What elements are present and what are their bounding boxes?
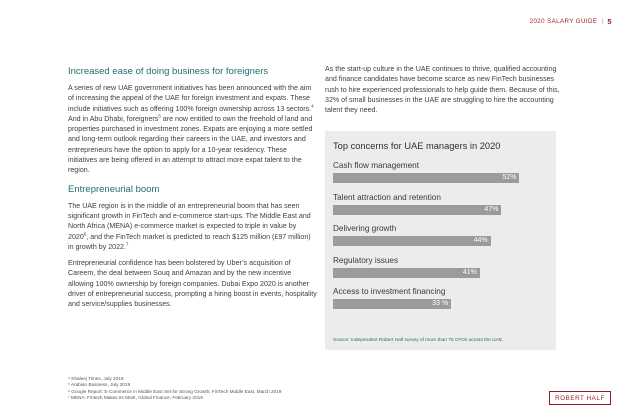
bar-category-label: Access to investment financing xyxy=(333,287,446,296)
footnotes xyxy=(68,376,368,401)
section-title-entrepreneurial-boom: Entrepreneurial boom xyxy=(68,183,160,195)
bar-group xyxy=(333,224,548,246)
footnote-ref: 4 xyxy=(311,103,314,109)
bar-group xyxy=(333,161,548,183)
bar xyxy=(333,236,491,246)
footnote: ⁴ Khaleej Times, July 2019 xyxy=(68,376,124,381)
text-run: And in Abu Dhabi, foreigners xyxy=(68,114,159,123)
bar-value-label: 41% xyxy=(462,268,477,276)
text-run: are now entitled to own the freehold of land and properties purchased in investment zones. Expats are enjoying a more settled and long-term outlook regarding their careers in the UAE, and investors and entrepreneurs have the option to apply for a 10-year residency. These initiatives are being offered in an attempt to attract more expat talent to the region. xyxy=(68,114,313,175)
bar xyxy=(333,268,480,278)
footnote-ref: 5 xyxy=(158,113,161,119)
footnote-ref: 6 xyxy=(83,231,87,237)
text-run: A series of new UAE government initiatives has been announced with the aim of increasing the appeal of the UAE for foreign investment and expats. These include initiatives such as offering 100% foreign ownership across 13 sectors. xyxy=(68,84,312,113)
footnote-ref: 7 xyxy=(125,241,129,247)
left-column xyxy=(68,66,318,316)
paragraph-ease-of-business xyxy=(68,83,318,176)
guide-title: 2020 SALARY GUIDE xyxy=(529,18,598,25)
bar-category-label: Delivering growth xyxy=(333,224,397,233)
bar-group xyxy=(333,287,548,309)
bar-value-label: 47% xyxy=(484,205,499,213)
text-run: The UAE region is in the middle of an entrepreneurial boom that has seen significant growth in FinTech and e-commerce start-ups. The Middle East and North Africa (MENA) e-commerce market is expected to triple in value by 2020 xyxy=(68,201,311,241)
bar-category-label: Talent attraction and retention xyxy=(333,192,441,202)
bar-track xyxy=(333,299,548,309)
paragraph-startup-culture: As the start-up culture in the UAE continues to thrive, qualified accounting and finance candidates have become scarce as new FinTech businesses rush to hire experienced professionals to help guide them. Because of this, 32% of small businesses in the UAE are struggling to hire the accounting talent they need. xyxy=(325,65,560,115)
bar-track xyxy=(333,173,548,183)
brand-badge: ROBERT HALF xyxy=(549,391,611,405)
bar-category-label: Regulatory issues xyxy=(333,255,399,265)
footnote: ⁵ Arabian Business, July 2019 xyxy=(68,382,131,388)
page-number: 5 xyxy=(607,17,612,26)
footnote: ⁷ MENA: Fintech Makes Its Mark, Global Finance, February 2019 xyxy=(68,394,203,400)
chart-title: Top concerns for UAE managers in 2020 xyxy=(333,141,501,151)
bar-value-label: 33 % xyxy=(432,300,449,307)
bar-group xyxy=(333,193,548,215)
bar xyxy=(333,173,519,183)
paragraph-entrepreneurial-confidence: Entrepreneurial confidence has been bolstered by Uber’s acquisition of Careem, the deal between Souq and Amazan and by the new incentive allowing 100% ownership by foreign companies. Dubai Expo 2020 is another driver of entrepreneurial success, prompting a hiring boost in events, hospitality and service/supplies businesses. xyxy=(68,259,317,309)
bar xyxy=(333,205,501,215)
footnote: ⁶ Google Report: E-Commerce in Middle East Set for Strong Growth, FinTech Middle East, March 2019 xyxy=(68,388,282,394)
chart-source: Source: Independent Robert Half survey of more than 75 CFOs across the UAE. xyxy=(333,338,504,343)
page-header xyxy=(530,17,612,26)
bar-value-label: 52% xyxy=(502,174,517,181)
bar xyxy=(333,299,451,309)
bar-group xyxy=(333,256,548,278)
bar-track xyxy=(333,205,548,215)
text-run: , and the FinTech market is predicted to reach $125 million (£97 million) in growth by 2022. xyxy=(68,232,311,251)
bar-track xyxy=(333,268,548,278)
bar-track xyxy=(333,236,548,246)
right-column xyxy=(325,64,568,121)
chart-bars xyxy=(333,161,548,309)
bar-value-label: 44% xyxy=(473,237,488,244)
bar-category-label: Cash flow management xyxy=(333,161,420,170)
concerns-bar-chart xyxy=(325,131,556,350)
paragraph-entrepreneurial-boom xyxy=(68,201,318,252)
section-title-ease-of-business: Increased ease of doing business for foreigners xyxy=(68,66,269,77)
header-separator: | xyxy=(601,18,604,25)
